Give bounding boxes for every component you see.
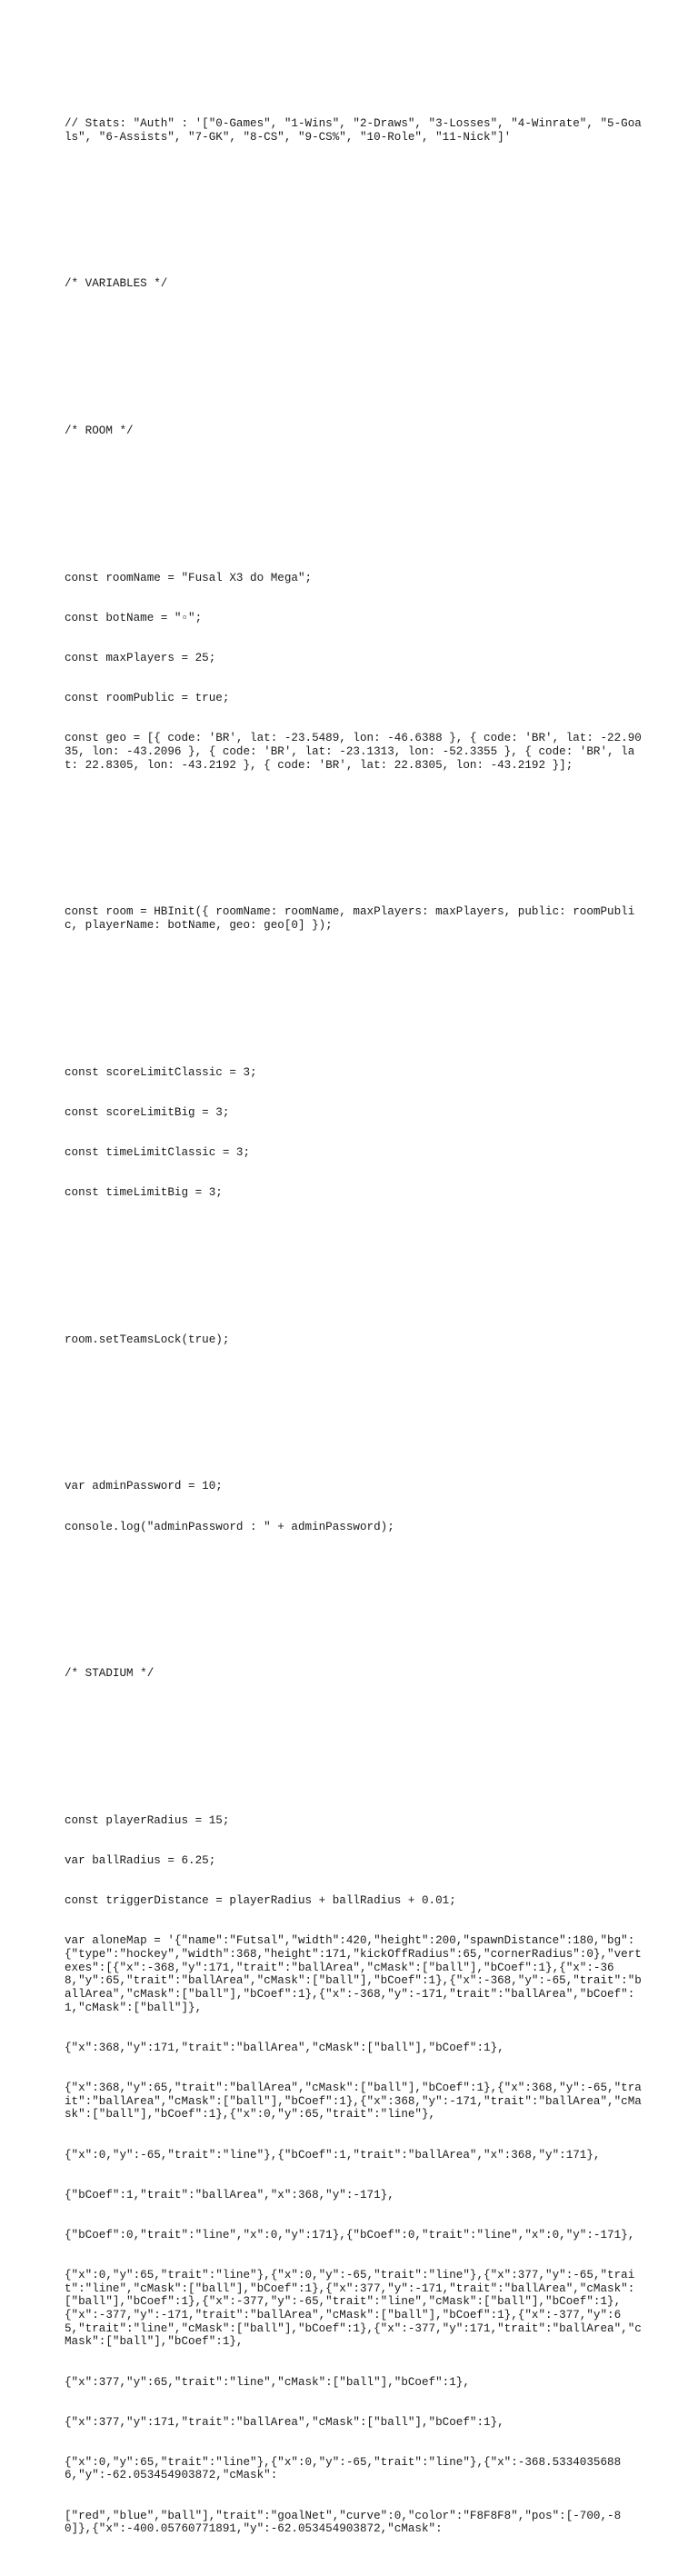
code-line: const maxPlayers = 25;	[65, 651, 216, 664]
code-document	[65, 64, 646, 2576]
code-line: {"x":377,"y":65,"trait":"line","cMask":["ball"],"bCoef":1},	[65, 2375, 470, 2389]
code-line: const room = HBInit({ roomName: roomName, maxPlayers: maxPlayers, public: roomPublic, playerName: botName, geo: geo[0] });	[65, 905, 635, 932]
code-line: const roomPublic = true;	[65, 692, 230, 704]
code-line: {"x":0,"y":-65,"trait":"line"},{"bCoef":1,"trait":"ballArea","x":368,"y":171},	[65, 2148, 601, 2162]
code-line: {"bCoef":0,"trait":"line","x":0,"y":171},{"bCoef":0,"trait":"line","x":0,"y":-171},	[65, 2228, 635, 2242]
block-room-init	[65, 879, 646, 959]
block-stats-comment	[65, 90, 646, 170]
code-line: /* ROOM */	[65, 424, 134, 437]
code-line: const triggerDistance = playerRadius + ballRadius + 0.01;	[65, 1894, 456, 1908]
blank-line	[65, 985, 646, 999]
code-line: var ballRadius = 6.25;	[65, 1854, 216, 1868]
code-line: {"x":368,"y":171,"trait":"ballArea","cMask":["ball"],"bCoef":1},	[65, 2041, 504, 2054]
blank-line	[65, 1400, 646, 1413]
code-line: {"x":0,"y":65,"trait":"line"},{"x":0,"y":-65,"trait":"line"},{"x":-368.53340356886,"y":-62.053454903872,"cMask":	[65, 2455, 622, 2482]
code-line: const timeLimitBig = 3;	[65, 1185, 223, 1199]
code-line: const scoreLimitClassic = 3;	[65, 1065, 257, 1079]
block-teams-lock	[65, 1306, 646, 1373]
code-line: {"x":377,"y":171,"trait":"ballArea","cMask":["ball"],"bCoef":1},	[65, 2415, 504, 2429]
code-line: const timeLimitClassic = 3;	[65, 1145, 251, 1159]
blank-line	[65, 1734, 646, 1748]
blank-line	[65, 344, 646, 358]
code-line: const geo = [{ code: 'BR', lat: -23.5489, lon: -46.6388 }, { code: 'BR', lat: -22.9035, lon: -43.2096 }, { code: 'BR', lat: -23.1313, lon: -52.3355 }, { code: 'BR', lat: 22.8305, lon: -43.2192 }, { code: 'BR', lat: 22.8305, lon: -43.2192 }];	[65, 732, 642, 772]
code-line: /* STADIUM */	[65, 1667, 155, 1681]
code-line: const playerRadius = 15;	[65, 1813, 230, 1827]
blank-line	[65, 197, 646, 211]
code-line: {"bCoef":1,"trait":"ballArea","x":368,"y":-171},	[65, 2188, 394, 2202]
code-line: var aloneMap = '{"name":"Futsal","width":420,"height":200,"spawnDistance":180,"bg":{"type":"hockey","width":368,"height":171,"kickOffRadius":65,"cornerRadius":0},"vertexes":[{"x":-368,"y":171,"trait":"ballArea","cMask":["ball"],"bCoef":1},{"x":-368,"y":65,"trait":"ballArea","cMask":["ball"],"bCoef":1},{"x":-368,"y":-65,"trait":"ballArea","cMask":["ball"],"bCoef":1},{"x":-368,"y":-171,"trait":"ballArea","bCoef":1,"cMask":["ball"]},	[65, 1934, 642, 2014]
code-line: var adminPassword = 10;	[65, 1480, 223, 1493]
block-room-constants	[65, 544, 646, 798]
code-line: {"x":0,"y":65,"trait":"line"},{"x":0,"y":-65,"trait":"line"},{"x":377,"y":-65,"trait":"line","cMask":["ball"],"bCoef":1},{"x":377,"y":-171,"trait":"ballArea","cMask":["ball"],"bCoef":1},{"x":-377,"y":-65,"trait":"line","cMask":["ball"],"bCoef":1},{"x":-377,"y":-171,"trait":"ballArea","cMask":["ball"],"bCoef":1},{"x":-377,"y":65,"trait":"line","cMask":["ball"],"bCoef":1},{"x":-377,"y":171,"trait":"ballArea","cMask":["ball"],"bCoef":1},	[65, 2268, 642, 2349]
code-line: {"x":368,"y":65,"trait":"ballArea","cMask":["ball"],"bCoef":1},{"x":368,"y":-65,"trait":"ballArea","cMask":["ball"],"bCoef":1},{"x":368,"y":-171,"trait":"ballArea","cMask":["ball"],"bCoef":1},{"x":0,"y":65,"trait":"line"},	[65, 2082, 642, 2122]
code-line: const botName = "▫";	[65, 611, 203, 624]
code-line: console.log("adminPassword : " + adminPassword);	[65, 1520, 394, 1533]
block-room-comment	[65, 398, 646, 465]
code-line: // Stats: "Auth" : '["0-Games", "1-Wins", "2-Draws", "3-Losses", "4-Winrate", "5-Goals", "6-Assists", "7-GK", "8-CS", "9-CS%", "10-Role", "11-Nick"]'	[65, 116, 642, 144]
code-line: /* VARIABLES */	[65, 277, 168, 291]
code-line: ["red","blue","ball"],"trait":"goalNet","curve":0,"color":"F8F8F8","pos":[-700,-80]},{"x":-400.05760771891,"y":-62.053454903872,"cMask":	[65, 2509, 622, 2536]
blank-line	[65, 1587, 646, 1601]
block-stadium-comment	[65, 1641, 646, 1708]
block-limits	[65, 1039, 646, 1226]
block-stadium-definition	[65, 1788, 646, 2563]
blank-line	[65, 825, 646, 839]
block-variables-comment	[65, 251, 646, 318]
code-line: const scoreLimitBig = 3;	[65, 1105, 230, 1119]
blank-line	[65, 1253, 646, 1267]
block-admin-password	[65, 1453, 646, 1561]
code-line: room.setTeamsLock(true);	[65, 1333, 230, 1346]
code-line: const roomName = "Fusal X3 do Mega";	[65, 571, 313, 584]
blank-line	[65, 491, 646, 504]
